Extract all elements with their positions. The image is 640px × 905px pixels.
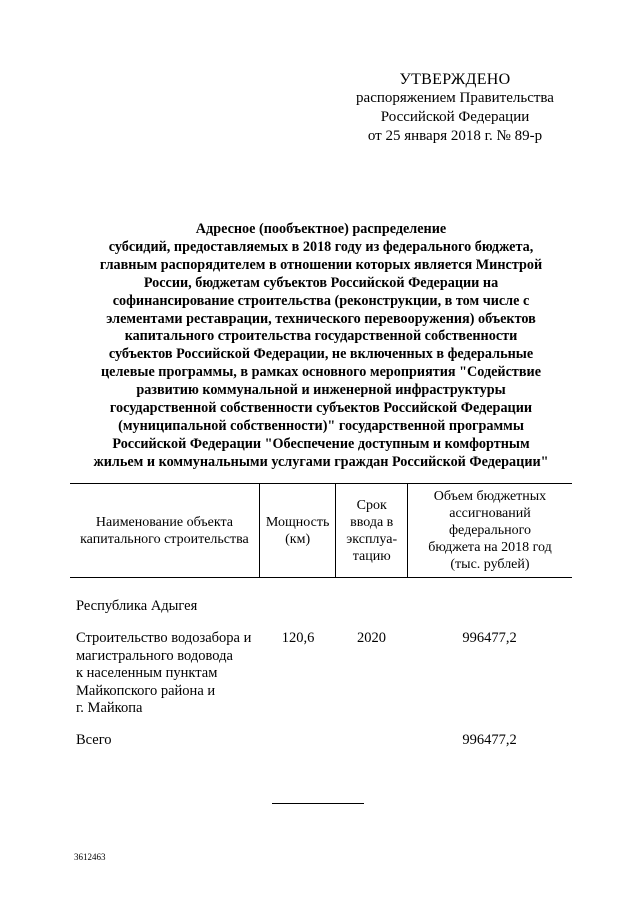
- header-text: Срок: [356, 497, 387, 513]
- approval-line-3: от 25 января 2018 г. № 89-р: [367, 128, 543, 144]
- title-line: развитию коммунальной и инженерной инфраструктуры: [136, 382, 506, 399]
- header-text: тацию: [352, 548, 391, 564]
- header-text: Наименование объекта: [95, 514, 233, 530]
- object-name-line: к населенным пунктам: [76, 665, 218, 681]
- object-name-line: магистрального водовода: [76, 647, 233, 664]
- header-text: Объем бюджетных: [433, 489, 547, 504]
- allocation-table: [70, 483, 572, 748]
- object-name: [76, 630, 266, 718]
- approval-line-2: Российской Федерации: [380, 109, 530, 125]
- title-line: (муниципальной собственности)" государственной программы: [118, 417, 524, 434]
- total-label: Всего: [76, 732, 112, 748]
- header-text: ассигнований: [449, 506, 531, 521]
- header-text: ввода в: [350, 514, 394, 530]
- object-name-line: Строительство водозабора и: [76, 630, 252, 646]
- header-commissioning-term: [335, 484, 407, 577]
- table-header: [70, 483, 572, 578]
- title-line: главным распорядителем в отношении которых является Минстрой: [99, 256, 543, 273]
- title-line: России, бюджетам субъектов Российской Федерации на: [143, 274, 499, 291]
- region-name: Республика Адыгея: [76, 598, 198, 614]
- header-text: эксплуа-: [346, 531, 398, 547]
- header-text: бюджета на 2018 год: [428, 540, 552, 555]
- title-line: целевые программы, в рамках основного мероприятия "Содействие: [101, 364, 541, 381]
- total-amount: 996477,2: [462, 732, 517, 748]
- header-text: (км): [285, 531, 311, 547]
- title-line: Адресное (пообъектное) распределение: [195, 221, 447, 237]
- title-line: субсидий, предоставляемых в 2018 году из федерального бюджета,: [108, 238, 534, 255]
- document-number: 3612463: [74, 852, 106, 862]
- approval-block: [340, 70, 570, 146]
- header-text: капитального строительства: [80, 531, 249, 547]
- title-line: государственной собственности субъектов Российской Федерации: [109, 400, 533, 417]
- object-year: 2020: [357, 630, 386, 646]
- document-title: [62, 221, 580, 472]
- header-text: федерального: [448, 523, 531, 538]
- header-power: [259, 484, 336, 577]
- title-line: софинансирование строительства (реконструкции, в том числе с: [112, 292, 530, 309]
- object-name-line: Майкопского района и: [76, 682, 216, 699]
- title-line: Российской Федерации "Обеспечение доступным и комфортным: [112, 435, 530, 452]
- approval-line-1: распоряжением Правительства: [356, 90, 554, 106]
- object-name-line: г. Майкопа: [76, 700, 143, 716]
- title-line: элементами реставрации, технического перевооружения) объектов: [106, 310, 536, 327]
- object-amount: 996477,2: [462, 630, 517, 646]
- title-line: капитального строительства государственной собственности: [124, 328, 518, 345]
- object-power: 120,6: [281, 630, 315, 646]
- title-line: жильем и коммунальными услугами граждан Российской Федерации": [93, 453, 549, 470]
- header-text: (тыс. рублей): [450, 557, 530, 572]
- header-budget-volume: [407, 484, 572, 577]
- approval-status: УТВЕРЖДЕНО: [399, 71, 511, 88]
- header-object-name: [70, 484, 259, 577]
- title-line: субъектов Российской Федерации, не включенных в федеральные: [108, 346, 534, 363]
- separator-line: [272, 803, 364, 804]
- header-text: Мощность: [265, 514, 330, 530]
